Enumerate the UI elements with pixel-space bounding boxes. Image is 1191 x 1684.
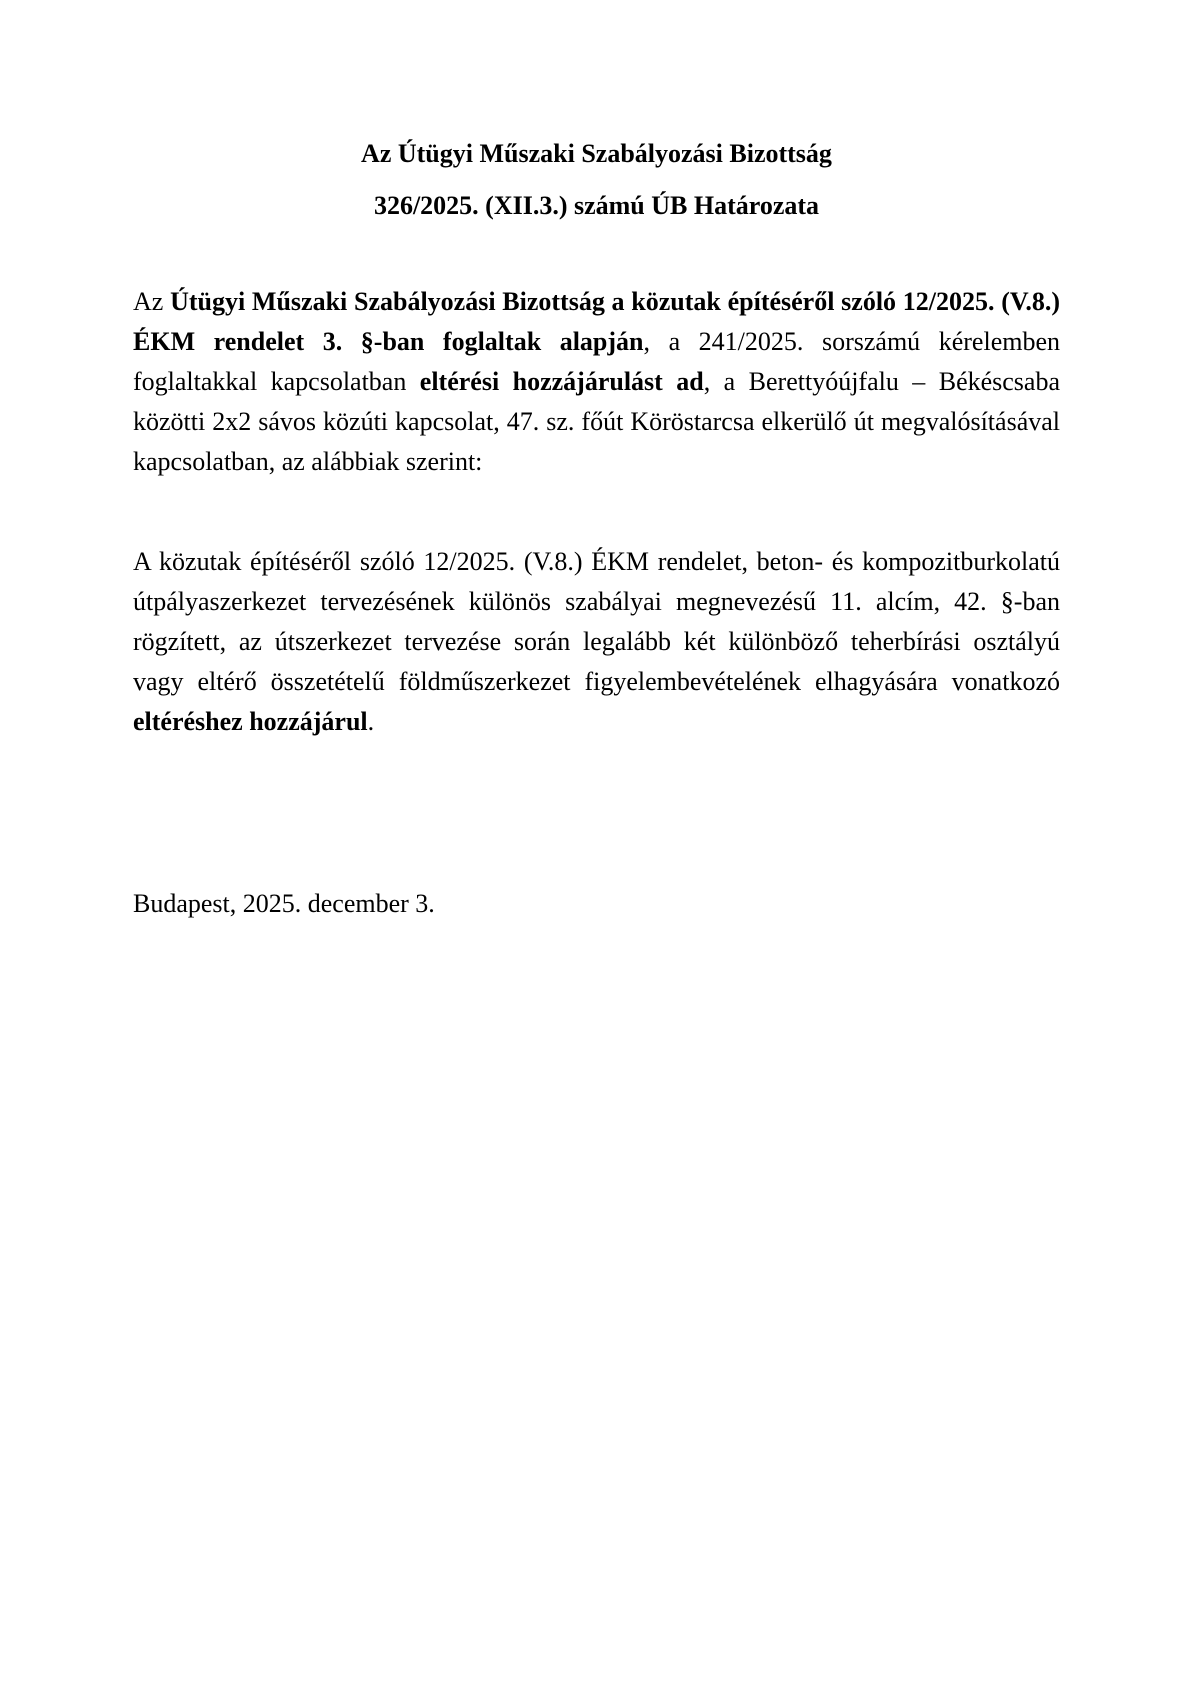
closing-date-line: Budapest, 2025. december 3. (133, 889, 435, 918)
paragraph-decision: Az Útügyi Műszaki Szabályozási Bizottság a közutak építéséről szóló 12/2025. (V.8.) ÉKM rendelet 3. §-ban foglaltak alapján, a 241/2025. sorszámú kérelemben foglaltakkal kapcsolatban eltérési hozzájárulást ad, a Berettyóújfalu – Békéscsaba közötti 2x2 sávos közúti kapcsolat, 47. sz. főút Köröstarcsa elkerülő út megvalósításával kapcsolatban, az alábbiak szerint: (133, 287, 1060, 476)
title-line-resolution-number: 326/2025. (XII.3.) számú ÚB Határozata (373, 191, 820, 220)
paragraph-details: A közutak építéséről szóló 12/2025. (V.8.) ÉKM rendelet, beton- és kompozitburkolatú útpályaszerkezet tervezésének különös szabályai megnevezésű 11. alcím, 42. §-ban rögzített, az útszerkezet tervezése során legalább két különböző teherbírási osztályú vagy eltérő összetételű földműszerkezet figyelembevételének elhagyására vonatkozó eltéréshez hozzájárul. (133, 547, 1060, 736)
document-title (133, 128, 1060, 232)
title-line-committee: Az Útügyi Műszaki Szabályozási Bizottság (361, 139, 832, 168)
